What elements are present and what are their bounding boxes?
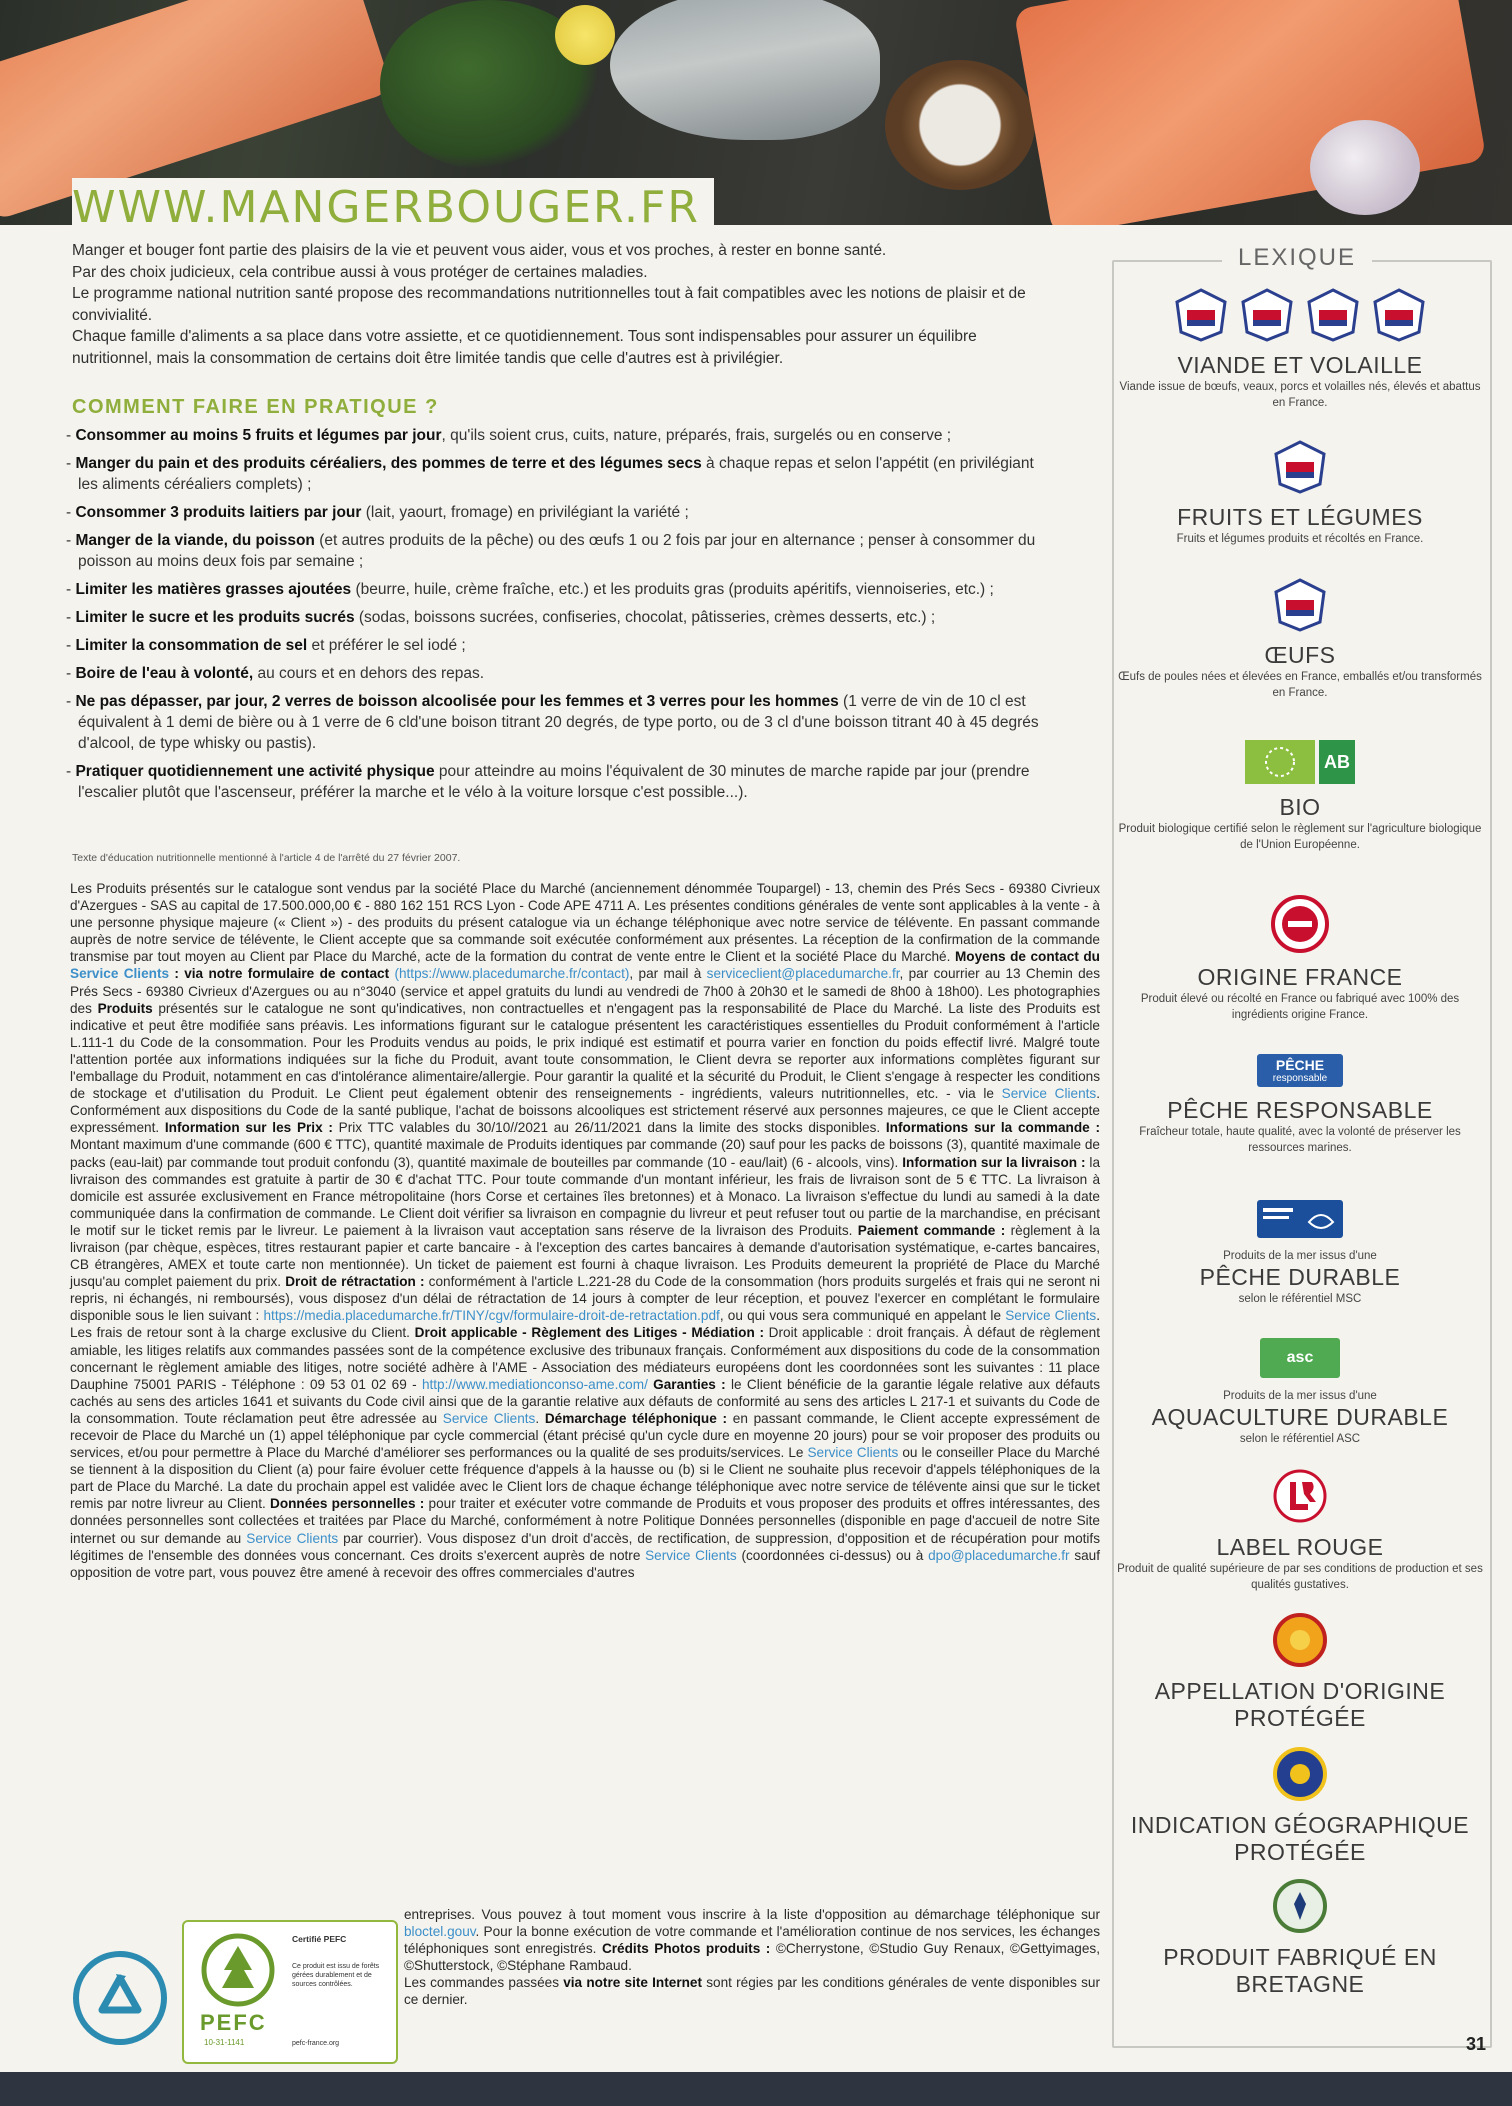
- lexique-item-name: ORIGINE FRANCE: [1197, 964, 1403, 990]
- terms-of-sale-continued: entreprises. Vous pouvez à tout moment vous inscrire à la liste d'opposition au démarchage téléphonique sur bloctel.gouv. Pour la bonne exécution de votre commande et l'amélioration continue de nos services, les échanges téléphoniques sont enregistrés. Crédits Photos produits : ©Cherrystone, ©Studio Guy Renaux, ©Gettyimages, ©Shutterstock, ©Stéphane Rambaud. Les commandes passées via notre site Internet sont régies par les conditions générales de vente disponibles sur ce dernier.: [404, 1907, 1101, 2008]
- intro-text: [72, 240, 1052, 369]
- peche-badge-line1: PÊCHE: [1275, 1057, 1325, 1073]
- service-clients-link[interactable]: Service Clients: [246, 1530, 339, 1546]
- lexique-item-name: ŒUFS: [1264, 642, 1336, 668]
- intro-paragraph: Le programme national nutrition santé propose des recommandations nutritionnelles tout à fait compatibles avec les notions de plaisir et de convivialité.: [72, 285, 1026, 324]
- list-item: - Limiter le sucre et les produits sucrés (sodas, boissons sucrées, confiseries, chocolat, pâtisseries, crèmes desserts, etc.) ;: [66, 609, 936, 626]
- salt-bowl: [885, 60, 1035, 190]
- volaille-francaise-icon: [1371, 288, 1427, 342]
- pefc-cert-text: Ce produit est issu de forêts gérées durablement et de sources contrôlées.: [292, 1963, 380, 1988]
- lexique-item-pre: Produits de la mer issus d'une: [1223, 1250, 1377, 1262]
- lexique-item-msc: [1114, 1200, 1486, 1307]
- bottom-bar: [0, 2072, 1512, 2106]
- pefc-tree-icon: [198, 1930, 278, 2010]
- lexique-item-desc: Fraîcheur totale, haute qualité, avec la volonté de préserver les ressources marines.: [1139, 1126, 1461, 1154]
- list-item: - Ne pas dépasser, par jour, 2 verres de boisson alcoolisée pour les femmes et 3 verres pour les hommes (1 verre de vin de 10 cl est équivalent à 1 demi de bière ou à 1 verre de 6 cld'une boison titrant 20 degrés, de type porto, ou de 3 cl d'une boisson titrant 40 à 45 degrés d'alcool, de type whisky ou pastis).: [66, 693, 1039, 752]
- list-item: - Boire de l'eau à volonté, au cours et en dehors des repas.: [66, 665, 485, 682]
- howto-title: COMMENT FAIRE EN PRATIQUE ?: [72, 396, 439, 418]
- list-item: - Limiter la consommation de sel et préférer le sel iodé ;: [66, 637, 466, 654]
- lexique-item-post: selon le référentiel MSC: [1238, 1293, 1362, 1305]
- list-item: - Consommer au moins 5 fruits et légumes par jour, qu'ils soient crus, cuits, nature, préparés, frais, surgelés ou en conserve ;: [66, 427, 952, 444]
- msc-label-icon: [1257, 1200, 1343, 1238]
- lexique-item-desc: Fruits et légumes produits et récoltés en France.: [1176, 533, 1424, 545]
- lexique-item-name: INDICATION GÉOGRAPHIQUE PROTÉGÉE: [1130, 1812, 1470, 1865]
- lexique-item-aop: [1114, 1612, 1486, 1732]
- lexique-item-asc: [1114, 1338, 1486, 1447]
- list-item: - Manger du pain et des produits céréaliers, des pommes de terre et des légumes secs à chaque repas et selon l'appétit (en privilégiant les aliments céréaliers complets) ;: [66, 455, 1034, 493]
- origine-france-seal-icon: [1270, 894, 1330, 954]
- service-clients-link[interactable]: Service Clients: [1005, 1308, 1097, 1324]
- lexique-item-desc: Œufs de poules nées et élevées en France, emballés et/ou transformés en France.: [1118, 671, 1482, 699]
- service-clients-link[interactable]: Service Clients: [645, 1547, 737, 1563]
- nutrition-tips-list: [66, 425, 1056, 810]
- ab-badge: AB: [1319, 740, 1355, 784]
- intro-paragraph: Par des choix judicieux, cela contribue aussi à vous protéger de certaines maladies.: [72, 263, 648, 281]
- asc-badge: asc: [1260, 1338, 1340, 1378]
- list-item: - Consommer 3 produits laitiers par jour (lait, yaourt, fromage) en privilégiant la variété ;: [66, 504, 689, 521]
- lexique-item-fruits: [1114, 440, 1486, 547]
- lexique-item-name: FRUITS ET LÉGUMES: [1177, 504, 1423, 530]
- eu-organic-leaf-icon: [1245, 740, 1315, 784]
- lexique-item-bretagne: [1114, 1878, 1486, 1998]
- list-item: - Manger de la viande, du poisson (et autres produits de la pêche) ou des œufs 1 ou 2 fois par jour en alternance ; penser à consommer du poisson au moins deux fois par semaine ;: [66, 532, 1036, 570]
- pefc-code: 10-31-1141: [204, 2038, 245, 2047]
- lexique-item-name: PRODUIT FABRIQUÉ EN BRETAGNE: [1163, 1944, 1437, 1997]
- lexique-item-name: PÊCHE DURABLE: [1199, 1264, 1401, 1290]
- email-link[interactable]: serviceclient@placedumarche.fr: [706, 966, 900, 982]
- service-clients-link[interactable]: Service Clients: [1001, 1086, 1097, 1102]
- volaille-de-france-icon: [1239, 288, 1295, 342]
- lexique-title: LEXIQUE: [1222, 244, 1372, 272]
- lexique-item-desc: Produit biologique certifié selon le règlement sur l'agriculture biologique de l'Union Européenne.: [1118, 823, 1482, 851]
- lexique-item-bio: [1114, 740, 1486, 853]
- produit-en-bretagne-icon: [1272, 1878, 1328, 1934]
- lexique-item-origine: [1114, 894, 1486, 1023]
- lexique-item-igp: [1114, 1746, 1486, 1866]
- peche-badge-line2: responsable: [1272, 1073, 1328, 1084]
- pefc-cert-title: Certifié PEFC: [292, 1934, 347, 1944]
- lexique-item-post: selon le référentiel ASC: [1239, 1433, 1361, 1445]
- lemon: [555, 5, 615, 65]
- lexique-item-desc: Produit élevé ou récolté en France ou fabriqué avec 100% des ingrédients origine France.: [1140, 993, 1460, 1021]
- porc-francais-icon: [1305, 288, 1361, 342]
- lexique-item-name: BIO: [1279, 794, 1321, 820]
- pefc-certification: [182, 1920, 398, 2064]
- lexique-item-name: LABEL ROUGE: [1216, 1534, 1384, 1560]
- legal-footnote: Texte d'éducation nutritionnelle mentionné à l'article 4 de l'arrêté du 27 février 2007.: [72, 852, 461, 864]
- pefc-site[interactable]: pefc-france.org: [292, 2040, 340, 2047]
- intro-paragraph: Chaque famille d'aliments a sa place dans votre assiette, et ce quotidiennement. Tous sont indispensables pour assurer un équilibre nutritionnel, mais la consommation de certains doit être limitée tandis que celle d'autres est à privilégier.: [72, 328, 977, 367]
- service-clients-link[interactable]: Service Clients: [442, 1410, 536, 1426]
- intro-paragraph: Manger et bouger font partie des plaisirs de la vie et peuvent vous aider, vous et vos proches, à rester en bonne santé.: [72, 242, 887, 259]
- service-clients-link[interactable]: Service Clients: [807, 1445, 899, 1461]
- lexique-item-name: VIANDE ET VOLAILLE: [1177, 352, 1423, 378]
- salmon-fillet-right: [1013, 0, 1486, 225]
- bloctel-link[interactable]: bloctel.gouv: [404, 1924, 476, 1940]
- dpo-email-link[interactable]: dpo@placedumarche.fr: [928, 1547, 1070, 1563]
- sea-bream: [610, 0, 880, 140]
- lexique-item-desc: Produit de qualité supérieure de par ses conditions de production et ses qualités gustatives.: [1117, 1563, 1483, 1591]
- list-item: - Limiter les matières grasses ajoutées (beurre, huile, crème fraîche, etc.) et les produits gras (produits apéritifs, viennoiseries, etc.) ;: [66, 581, 994, 598]
- lexique-item-name: AQUACULTURE DURABLE: [1151, 1404, 1449, 1430]
- oeufs-de-france-icon: [1272, 578, 1328, 632]
- retractation-form-link[interactable]: https://media.placedumarche.fr/TINY/cgv/formulaire-droit-de-retractation.pdf: [263, 1308, 720, 1324]
- lexique-item-viande: [1114, 288, 1486, 411]
- lexique-item-name: APPELLATION D'ORIGINE PROTÉGÉE: [1154, 1678, 1446, 1731]
- label-rouge-icon: [1272, 1468, 1328, 1524]
- mediation-link[interactable]: http://www.mediationconso-ame.com/: [421, 1376, 648, 1392]
- lexique-item-oeufs: [1114, 578, 1486, 701]
- lexique-item-name: PÊCHE RESPONSABLE: [1167, 1097, 1433, 1123]
- aop-seal-icon: [1272, 1612, 1328, 1668]
- lexique-item-label-rouge: [1114, 1468, 1486, 1593]
- lexique-item-desc: Viande issue de bœufs, veaux, porcs et volailles nés, élevés et abattus en France.: [1119, 381, 1481, 409]
- viande-de-france-icon: [1173, 288, 1229, 342]
- list-item: - Pratiquer quotidiennement une activité physique pour atteindre au moins l'équivalent de 30 minutes de marche rapide par jour (prendre l'escalier plutôt que l'ascenseur, préférer la marche et le vélo à la voiture lorsque c'est possible...).: [66, 763, 1030, 801]
- igp-seal-icon: [1272, 1746, 1328, 1802]
- garlic: [1310, 120, 1420, 215]
- site-title[interactable]: WWW.MANGERBOUGER.FR: [72, 178, 714, 233]
- peche-responsable-badge: [1257, 1054, 1343, 1087]
- terms-of-sale: Les Produits présentés sur le catalogue sont vendus par la société Place du Marché (anciennement dénommée Toupargel) - 13, chemin des Prés Secs - 69380 Civrieux d'Azergues - SAS au capital de 17.500.000,00 € - 880 162 151 RCS Lyon - Code APE 4711 A. Les présentes conditions générales de vente sont applicables à la vente - à une personne physique majeure (« Client ») - des produits du présent catalogue via un échange téléphonique avec notre service de télévente. En passant commande auprès de notre service de télévente, le Client accepte que sa commande soit exécutée conformément aux présentes. La réception de la confirmation de la commande transmise par tout moyen au Client par Place du Marché, acte de la formation du contrat de vente entre le Client et la société Place du Marché. Moyens de contact du Service Clients : via notre formulaire de contact (https://www.placedumarche.fr/contact), par mail à serviceclient@placedumarche.fr, par courrier au 13 Chemin des Prés Secs - 69380 Civrieux d'Azergues ou au n°3040 (service et appel gratuits du lundi au vendredi de 7h00 à 20h30 et le samedi de 8h00 à 18h00). Les photographies des Produits présentés sur le catalogue ne sont qu'indicatives, non contractuelles et n'engagent pas la responsabilité de Place du Marché. La liste des Produits est indicative et peut être modifiée sans préavis. Les informations figurant sur le catalogue présentent les caractéristiques essentielles du Produit conformément à l'article L.111-1 du Code de la consommation. Pour les Produits vendus au poids, le prix indiqué est estimatif et pourra varier en fonction du poids effectif livré. Malgré toute l'attention portée aux informations indiquées sur la fiche du Produit, avant toute consommation, le Client devra se reporter aux informations complètes figurant sur l'emballage du Produit, notamment en cas d'intolérance alimentaire/allergie. Pour garantir la qualité et la sécurité du Produit, le Client s'engage à respecter les conditions de stockage et d'utilisation du Produit. Le Client peut également obtenir des renseignements - ingrédients, valeurs nutritionnelles, etc. - via le Service Clients. Conformément aux dispositions du Code de la santé publique, l'achat de boissons alcooliques est strictement réservé aux personnes majeures, ce que le Client accepte expressément. Information sur les Prix : Prix TTC valables du 30/10//2021 au 26/11/2021 dans la limite des stocks disponibles. Informations sur la commande : Montant maximum d'une commande (600 € TTC), quantité maximale de Produits identiques par commande (20) sauf pour les packs de boissons (3), quantité maximale de packs (eau-lait) par commande tout produit confondu (3), quantité maximale de bouteilles par commande (10 - eau/lait) (6 - alcools, vins). Information sur la livraison : la livraison des commandes est gratuite à partir de 30 € d'achat TTC. Pour toute commande d'un montant inférieur, les frais de livraison sont de 5 € TTC. La livraison à domicile est assurée exclusivement en France métropolitaine (hors Corse et certaines îles bretonnes) et à Monaco. La livraison s'effectue du lundi au samedi à la date communiquée dans la confirmation de commande. Le Client doit vérifier sa livraison en compagnie du livreur et peut refuser tout ou partie de la marchandise, en précisant le motif sur le ticket remis par le livreur. Le paiement à la livraison vaut acceptation sans réserve de la livraison des Produits. Paiement commande : règlement à la livraison (par chèque, espèces, titres restaurant papier et carte bancaire - à l'exception des cartes bancaires à demande d'autorisation systématique, e-cartes bancaires, CB étrangères, AMEX et toute carte non mentionnée). Un ticket de paiement est fourni à chaque livraison. Les Produits demeurent la propriété de Place du Marché jusqu'au complet paiement du prix. Droit de rétractation : conformément à l'article L.221-28 du Code de la consommation (hors produits surgelés et frais qui ne seront ni repris, ni échangés, ni remboursés), vous disposez d'un délai de rétractation de 14 jours à compter de leur réception, et pouvez l'exercer en complétant le formulaire disponible sous le lien suivant : https://media.placedumarche.fr/TINY/cgv/formulaire-droit-de-retractation.pdf, ou qui vous sera communiqué en appelant le Service Clients. Les frais de retour sont à la charge exclusive du Client. Droit applicable - Règlement des Litiges - Médiation : Droit applicable : droit français. À défaut de règlement amiable, les litiges relatifs aux commandes passées sont de la compétence exclusive des tribunaux français. Conformément aux dispositions du code de la consommation concernant le règlement amiable des litiges, notre société adhère à l'AME - Association des médiateurs européens dont les coordonnées sont les suivantes : 11 place Dauphine 75001 PARIS - Téléphone : 09 53 01 02 69 - http://www.mediationconso-ame.com/ Garanties : le Client bénéficie de la garantie légale relative aux défauts cachés au sens des articles 1641 et suivants du Code civil ainsi que de la garantie relative aux défauts de conformité au sens des articles L 217-1 et suivants du Code de la consommation. Toute réclamation peut être adressée au Service Clients. Démarchage téléphonique : en passant commande, le Client accepte expressément de recevoir de Place du Marché un (1) appel téléphonique par cycle commercial (étant précisé qu'un cycle dure en moyenne 20 jours) pour se voir proposer des produits ou services, et/ou pour permettre à Place du Marché d'améliorer ses performances ou la qualité de ses produits/services. Le Service Clients ou le conseiller Place du Marché se tiennent à la disposition du Client (a) pour faire évoluer cette fréquence d'appels à la hausse ou (b) si le Client ne souhaite plus recevoir d'appels téléphoniques de la part de Place du Marché. La date du prochain appel est validée avec le Client lors de chaque échange téléphonique avec notre service de télévente ainsi que sur le ticket remis par notre livreur au Client. Données personnelles : pour traiter et exécuter votre commande de Produits et vous proposer des produits et offres intéressantes, des données personnelles sont collectées et traitées par Place du Marché, conformément à notre Politique Données personnelles (disponible en page d'accueil de notre Site internet ou sur demande au Service Clients par courrier). Vous disposez d'un droit d'accès, de rectification, de suppression, d'opposition et de récupération pour motifs légitimes de l'ensemble des données vous concernant. Ces droits s'exercent auprès de notre Service Clients (coordonnées ci-dessus) ou à dpo@placedumarche.fr sauf opposition de votre part, vous pouvez être amené à recevoir des offres commerciales d'autres: [70, 881, 1101, 1580]
- lexique-item-pre: Produits de la mer issus d'une: [1223, 1390, 1377, 1402]
- service-clients-link[interactable]: Service Clients: [70, 966, 170, 982]
- fruits-legumes-de-france-icon: [1272, 440, 1328, 494]
- pefc-logo-text: PEFC: [200, 2010, 267, 2035]
- recycle-icon: [72, 1950, 168, 2046]
- page-number: 31: [1466, 2034, 1487, 2054]
- lexique-item-peche: [1114, 1054, 1486, 1156]
- contact-url-link[interactable]: (https://www.placedumarche.fr/contact): [394, 966, 630, 982]
